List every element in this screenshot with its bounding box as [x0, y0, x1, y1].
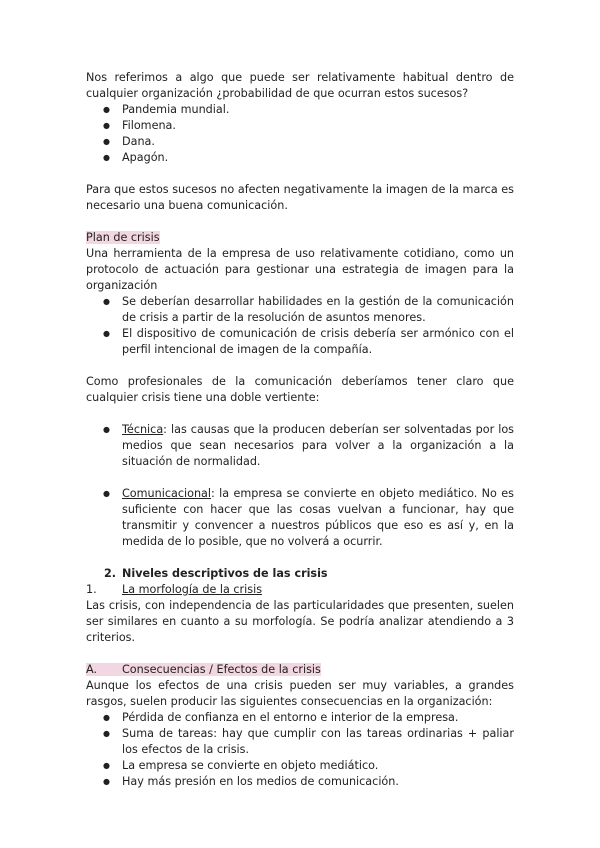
vertiente-paragraph: Como profesionales de la comunicación deberíamos tener claro que cualquier crisis tiene una doble vertiente:: [86, 375, 514, 404]
list-item: ● Apagón.: [86, 150, 514, 166]
efectos-paragraph: Aunque los efectos de una crisis pueden ser muy variables, a grandes rasgos, suelen producir las siguientes consecuencias en la organización:: [86, 679, 514, 708]
events-list: [86, 102, 514, 166]
comunicacional-label: Comunicacional: [122, 487, 212, 500]
plan-title: Plan de crisis: [86, 231, 160, 244]
list-item: ● Pérdida de confianza en el entorno e interior de la empresa.: [86, 710, 514, 726]
tecnica-label: Técnica: [122, 423, 164, 436]
vertiente-list-2: [86, 486, 514, 550]
vertiente-list: [86, 422, 514, 470]
list-item: ● Dana.: [86, 134, 514, 150]
list-item: ● La empresa se convierte en objeto mediático.: [86, 758, 514, 774]
list-item: [86, 422, 514, 470]
list-item: ● Hay más presión en los medios de comunicación.: [86, 774, 514, 790]
plan-list: [86, 294, 514, 358]
section-heading: 2. Niveles descriptivos de las crisis: [104, 567, 328, 580]
efectos-list: [86, 710, 514, 790]
plan-paragraph: Una herramienta de la empresa de uso relativamente cotidiano, como un protocolo de actuación para gestionar una estrategia de imagen para la organización: [86, 247, 514, 292]
document-page: [86, 70, 514, 790]
list-item: ● Filomena.: [86, 118, 514, 134]
list-item: ● Suma de tareas: hay que cumplir con las tareas ordinarias + paliar los efectos de la crisis.: [86, 726, 514, 758]
list-item: ● Se deberían desarrollar habilidades en la gestión de la comunicación de crisis a partir de la resolución de asuntos menores.: [86, 294, 514, 326]
intro-paragraph: Nos referimos a algo que puede ser relativamente habitual dentro de cualquier organización ¿probabilidad de que ocurran estos sucesos?: [86, 71, 514, 100]
communication-paragraph: Para que estos sucesos no afecten negativamente la imagen de la marca es necesario una buena comunicación.: [86, 183, 514, 212]
morfologia-paragraph: Las crisis, con independencia de las particularidades que presenten, suelen ser similares en cuanto a su morfología. Se podría analizar atendiendo a 3 criterios.: [86, 599, 514, 644]
list-item: ● Pandemia mundial.: [86, 102, 514, 118]
tecnica-text: : las causas que la producen deberían ser solventadas por los medios que sean necesarios para volver a la organización a la situación de normalidad.: [122, 423, 514, 468]
list-item: ● El dispositivo de comunicación de crisis debería ser armónico con el perfil intencional de imagen de la compañía.: [86, 326, 514, 358]
comunicacional-text: : la empresa se convierte en objeto mediático. No es suficiente con hacer que las cosas vuelvan a funcionar, hay que transmitir y convencer a nuestros públicos que eso es así y, en la medida de lo posible, que no volverá a ocurrir.: [122, 487, 514, 548]
subsection-heading: 1. La morfología de la crisis: [86, 583, 263, 596]
subsection-a-heading: A. Consecuencias / Efectos de la crisis: [86, 663, 321, 676]
list-item: [86, 486, 514, 550]
